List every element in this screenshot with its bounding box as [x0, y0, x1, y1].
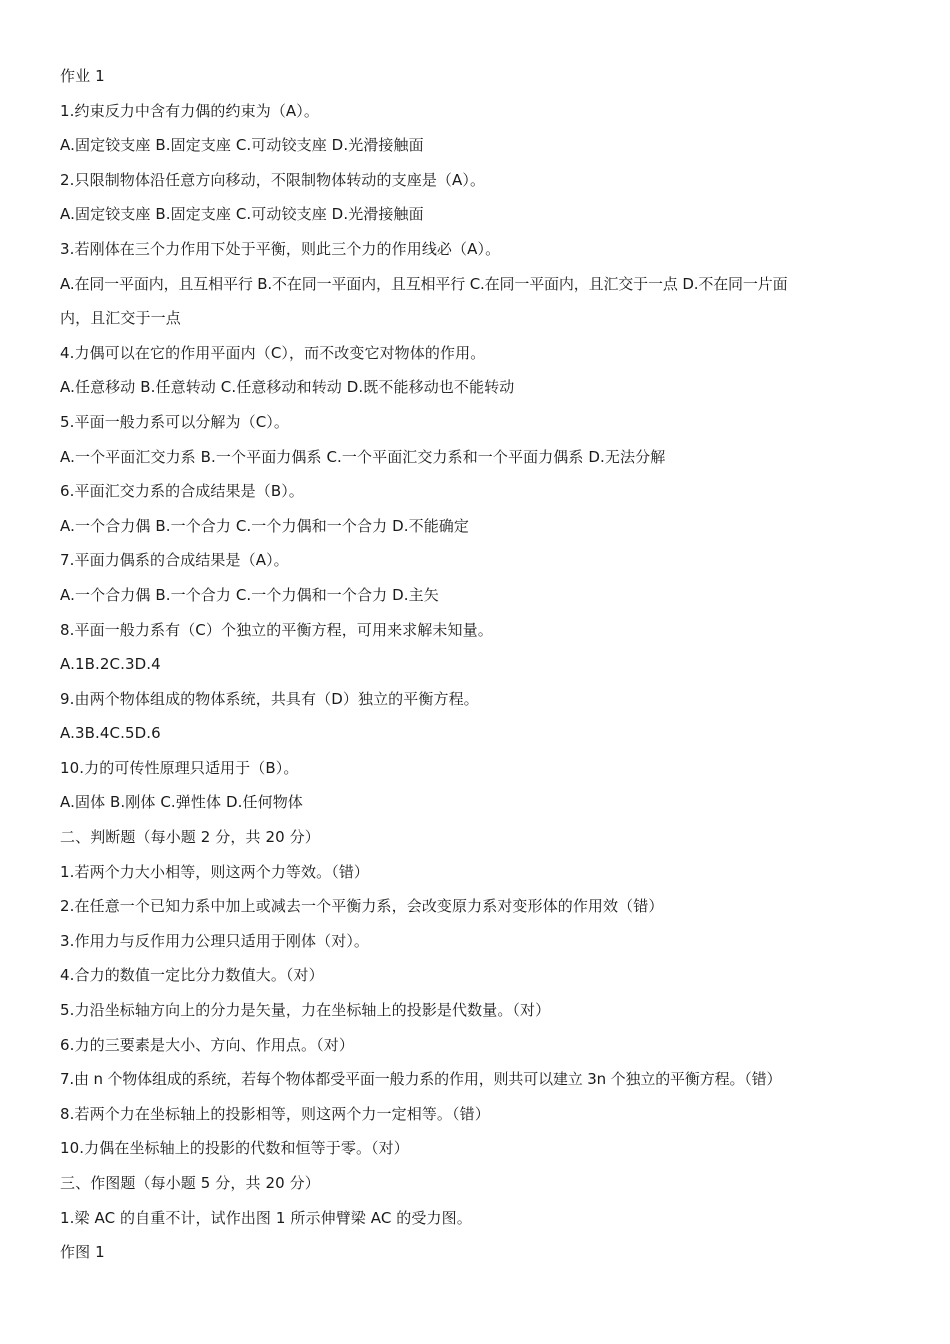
- judgment-5: 5.力沿坐标轴方向上的分力是矢量，力在坐标轴上的投影是代数量。（对）: [60, 1001, 551, 1020]
- section-heading-judgment: 二、判断题（每小题 2 分，共 20 分）: [60, 828, 320, 847]
- question-4: 4.力偶可以在它的作用平面内（C），而不改变它对物体的作用。: [60, 343, 486, 362]
- judgment-3: 3.作用力与反作用力公理只适用于刚体（对）。: [60, 931, 370, 950]
- judgment-8: 8.若两个力在坐标轴上的投影相等，则这两个力一定相等。（错）: [60, 1104, 490, 1123]
- question-1: 1.约束反力中含有力偶的约束为（A）。: [60, 101, 319, 120]
- question-9-options: A.3B.4C.5D.6: [60, 724, 161, 743]
- judgment-1: 1.若两个力大小相等，则这两个力等效。（错）: [60, 862, 370, 881]
- question-6: 6.平面汇交力系的合成结果是（B）。: [60, 482, 304, 501]
- judgment-6: 6.力的三要素是大小、方向、作用点。（对）: [60, 1035, 354, 1054]
- question-7: 7.平面力偶系的合成结果是（A）。: [60, 551, 289, 570]
- question-2: 2.只限制物体沿任意方向移动，不限制物体转动的支座是（A）。: [60, 170, 486, 189]
- drawing-1: 1.梁 AC 的自重不计，试作出图 1 所示伸臂梁 AC 的受力图。: [60, 1208, 472, 1227]
- section-heading-drawing: 三、作图题（每小题 5 分，共 20 分）: [60, 1174, 320, 1192]
- question-4-options: A.任意移动 B.任意转动 C.任意移动和转动 D.既不能移动也不能转动: [60, 378, 515, 397]
- judgment-7: 7.由 n 个物体组成的系统，若每个物体都受平面一般力系的作用，则共可以建立 3n 个独立的平衡方程。（错）: [60, 1070, 782, 1089]
- document-body: [60, 59, 895, 1270]
- question-10: 10.力的可传性原理只适用于（B）。: [60, 758, 299, 777]
- judgment-2: 2.在任意一个已知力系中加上或减去一个平衡力系，会改变原力系对变形体的作用效（错）: [60, 897, 664, 916]
- question-6-options: A.一个合力偶 B.一个合力 C.一个力偶和一个合力 D.不能确定: [60, 516, 469, 535]
- question-3-options-continued: 内，且汇交于一点: [60, 309, 181, 328]
- question-2-options: A.固定铰支座 B.固定支座 C.可动铰支座 D.光滑接触面: [60, 205, 424, 224]
- question-8: 8.平面一般力系有（C）个独立的平衡方程，可用来求解未知量。: [60, 620, 493, 639]
- judgment-10: 10.力偶在坐标轴上的投影的代数和恒等于零。（对）: [60, 1139, 409, 1158]
- doc-title: 作业 1: [60, 67, 105, 85]
- question-3-options: A.在同一平面内，且互相平行 B.不在同一平面内，且互相平行 C.在同一平面内，且汇交于一点 D.不在同一片面: [60, 274, 788, 293]
- drawing-1-label: 作图 1: [60, 1243, 105, 1262]
- question-5: 5.平面一般力系可以分解为（C）。: [60, 412, 289, 431]
- question-8-options: A.1B.2C.3D.4: [60, 655, 161, 674]
- question-3: 3.若刚体在三个力作用下处于平衡，则此三个力的作用线必（A）。: [60, 239, 501, 258]
- question-1-options: A.固定铰支座 B.固定支座 C.可动铰支座 D.光滑接触面: [60, 136, 424, 155]
- question-10-options: A.固体 B.刚体 C.弹性体 D.任何物体: [60, 793, 303, 812]
- question-9: 9.由两个物体组成的物体系统，共具有（D）独立的平衡方程。: [60, 689, 479, 708]
- judgment-4: 4.合力的数值一定比分力数值大。（对）: [60, 966, 324, 985]
- question-7-options: A.一个合力偶 B.一个合力 C.一个力偶和一个合力 D.主矢: [60, 585, 439, 604]
- question-5-options: A.一个平面汇交力系 B.一个平面力偶系 C.一个平面汇交力系和一个平面力偶系 D.无法分解: [60, 447, 666, 466]
